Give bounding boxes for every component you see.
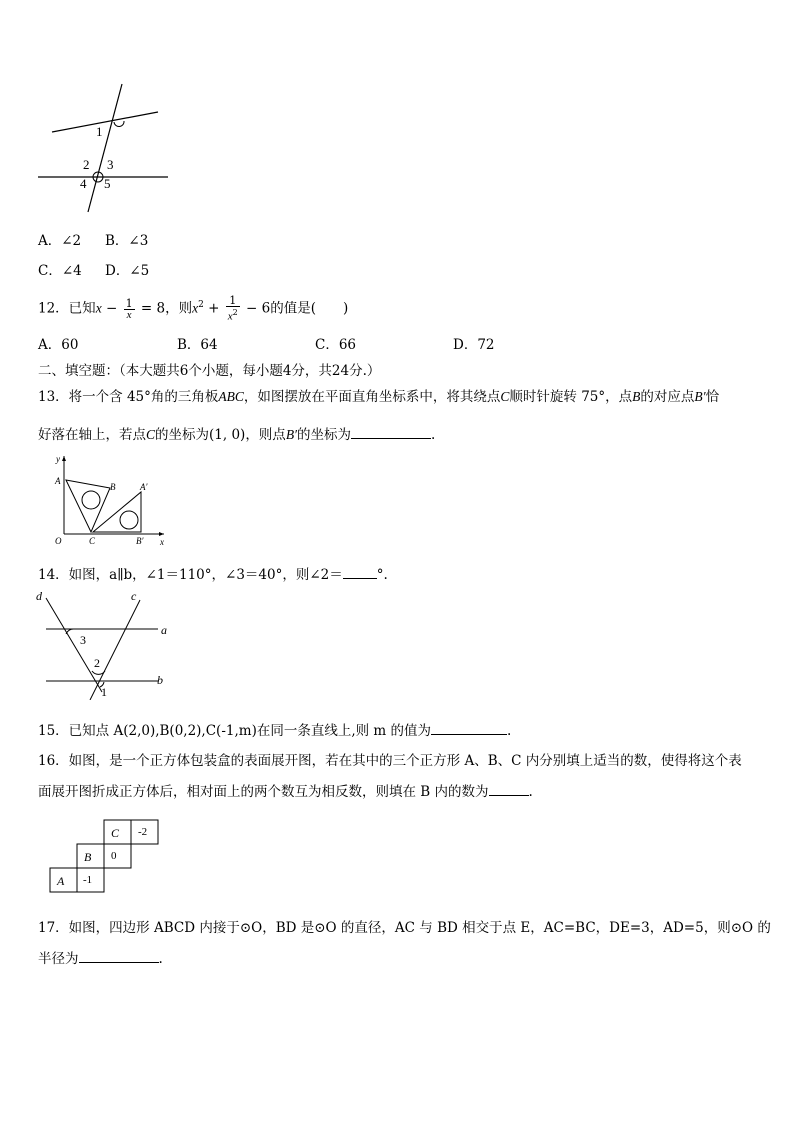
q13-answer-blank[interactable] [351,438,431,439]
angle-label-2: 2 [83,157,90,172]
q12-frac2-den [226,307,240,323]
q17-answer-blank[interactable] [79,962,159,963]
q13-bp2: B′ [285,427,298,442]
q11-option-b: B．∠3 [105,233,149,249]
q12-frac1-den: x [126,308,132,321]
q13-coord: (1, 0) [209,427,246,443]
q13-text-4: 的对应点 [640,389,695,405]
q11-option-c: C．∠4 [38,263,82,279]
fig14-label-d: d [36,589,42,603]
q13-end: . [431,427,436,443]
fig13-label-b: B [110,482,116,492]
q12-frac1-num: 1 [125,296,133,310]
q12-mid: ，则 [165,300,193,317]
q11-option-d: D．∠5 [105,263,150,279]
q14-end: °. [376,567,388,583]
q12-plus: + [208,300,220,317]
q14-text: 14．如图，a∥b，∠1＝110°，∠3＝40°，则∠2＝ [38,567,343,583]
q17-text: 半径为 [38,951,79,967]
q12-sq: 2 [198,300,204,310]
fig14-angle-1: 1 [101,685,107,699]
q13-text-6: 好落在轴上，若点 [38,427,146,443]
angle-label-3: 3 [107,157,114,172]
q13-text-1: 13．将一个含 45°角的三角板 [38,389,219,405]
q12-option-b: B．64 [177,337,218,353]
q17-end: . [158,951,163,967]
q13-bp: B′ [694,389,706,404]
fig13-label-y: y [56,454,60,464]
net-cell-minus1: -1 [83,874,93,886]
q13-line2 [38,423,435,443]
q13-text-5: 恰 [705,389,720,405]
q12-option-a: A．60 [38,337,79,353]
q12-fraction-1 [124,298,135,321]
q16-answer-blank[interactable] [489,795,529,796]
q13-line1 [38,385,719,405]
fig13-label-a: A [55,476,61,486]
q12-prefix: 12．已知 [38,300,96,317]
q16-text: 面展开图折成正方体后，相对面上的两个数互为相反数，则填在 B 内的数为 [38,784,489,800]
q12-minus6: − 6 [246,300,271,317]
angle-label-1: 1 [96,124,103,139]
fig13-label-x: x [160,537,164,547]
q12-option-d: D．72 [453,337,495,353]
q14-stem [38,563,388,583]
q12-option-c: C．66 [315,337,357,353]
fig14-label-a: a [161,623,167,637]
q17-line1: 17．如图，四边形 ABCD 内接于⊙O，BD 是⊙O 的直径，AC 与 BD 相交于点 E，AC=BC，DE=3，AD=5，则⊙O 的 [38,920,771,936]
net-cell-a: A [57,874,65,888]
q13-abc: ABC [218,389,244,404]
q16-end: . [528,784,533,800]
q13-c: C [500,389,510,404]
fig13-label-bp: B′ [136,536,144,546]
q17-line2 [38,947,163,967]
q13-c2: C [146,427,156,442]
net-cell-c: C [111,826,120,840]
q16-line1: 16．如图，是一个正方体包装盒的表面展开图，若在其中的三个正方形 A、B、C 内分别填上适当的数，使得将这个表 [38,753,742,769]
q13-text-3: 顺时针旋转 75°，点 [509,389,633,405]
figure-q16-cube-net [48,818,164,898]
q16-line2 [38,780,533,800]
q12-minus: − [105,300,118,317]
q15-stem [38,719,511,739]
fig14-label-b: b [157,673,163,687]
section-heading-fill-in: 二、填空题：（本大题共6个小题，每小题4分，共24分.） [38,363,381,379]
q12-suffix: 的值是( ) [270,300,349,317]
fig14-label-c: c [131,589,137,603]
q12-fraction-2 [226,295,240,323]
q12-frac2-num: 1 [226,295,240,307]
q13-text-8: ，则点 [245,427,286,443]
net-cell-0: 0 [111,850,117,862]
q13-text-2: ，如图摆放在平面直角坐标系中，将其绕点 [243,389,501,405]
q12-eq8: = 8 [140,300,166,317]
angle-label-4: 4 [80,176,87,191]
q15-end: . [507,723,512,739]
q15-answer-blank[interactable] [431,734,507,735]
fig14-angle-2: 2 [94,656,100,670]
net-cell-minus2: -2 [138,826,148,838]
q14-answer-blank[interactable] [343,578,377,579]
q11-option-a: A．∠2 [38,233,82,249]
angle-label-5: 5 [104,176,111,191]
q13-b: B [632,389,641,404]
q13-text-9: 的坐标为 [297,427,352,443]
q12-var-x2: x [192,300,199,316]
q13-text-7: 的坐标为 [155,427,210,443]
figure-q13-coordinate-triangles [50,452,170,547]
figure-q11-angles [30,80,180,215]
q12-var-x: x [95,300,102,316]
q12-frac2-den-x: x [227,310,233,323]
net-cell-b: B [84,850,92,864]
figure-q14-parallel-lines [34,588,174,700]
q15-text: 15．已知点 A(2,0),B(0,2),C(-1,m)在同一条直线上,则 m 的值为 [38,723,432,739]
fig13-label-c: C [89,536,96,546]
q12-stem [38,287,348,327]
q12-frac2-den-sq: 2 [232,308,238,318]
fig13-label-ap: A′ [140,482,148,492]
fig14-angle-3: 3 [80,633,86,647]
fig13-label-o: O [55,536,62,546]
